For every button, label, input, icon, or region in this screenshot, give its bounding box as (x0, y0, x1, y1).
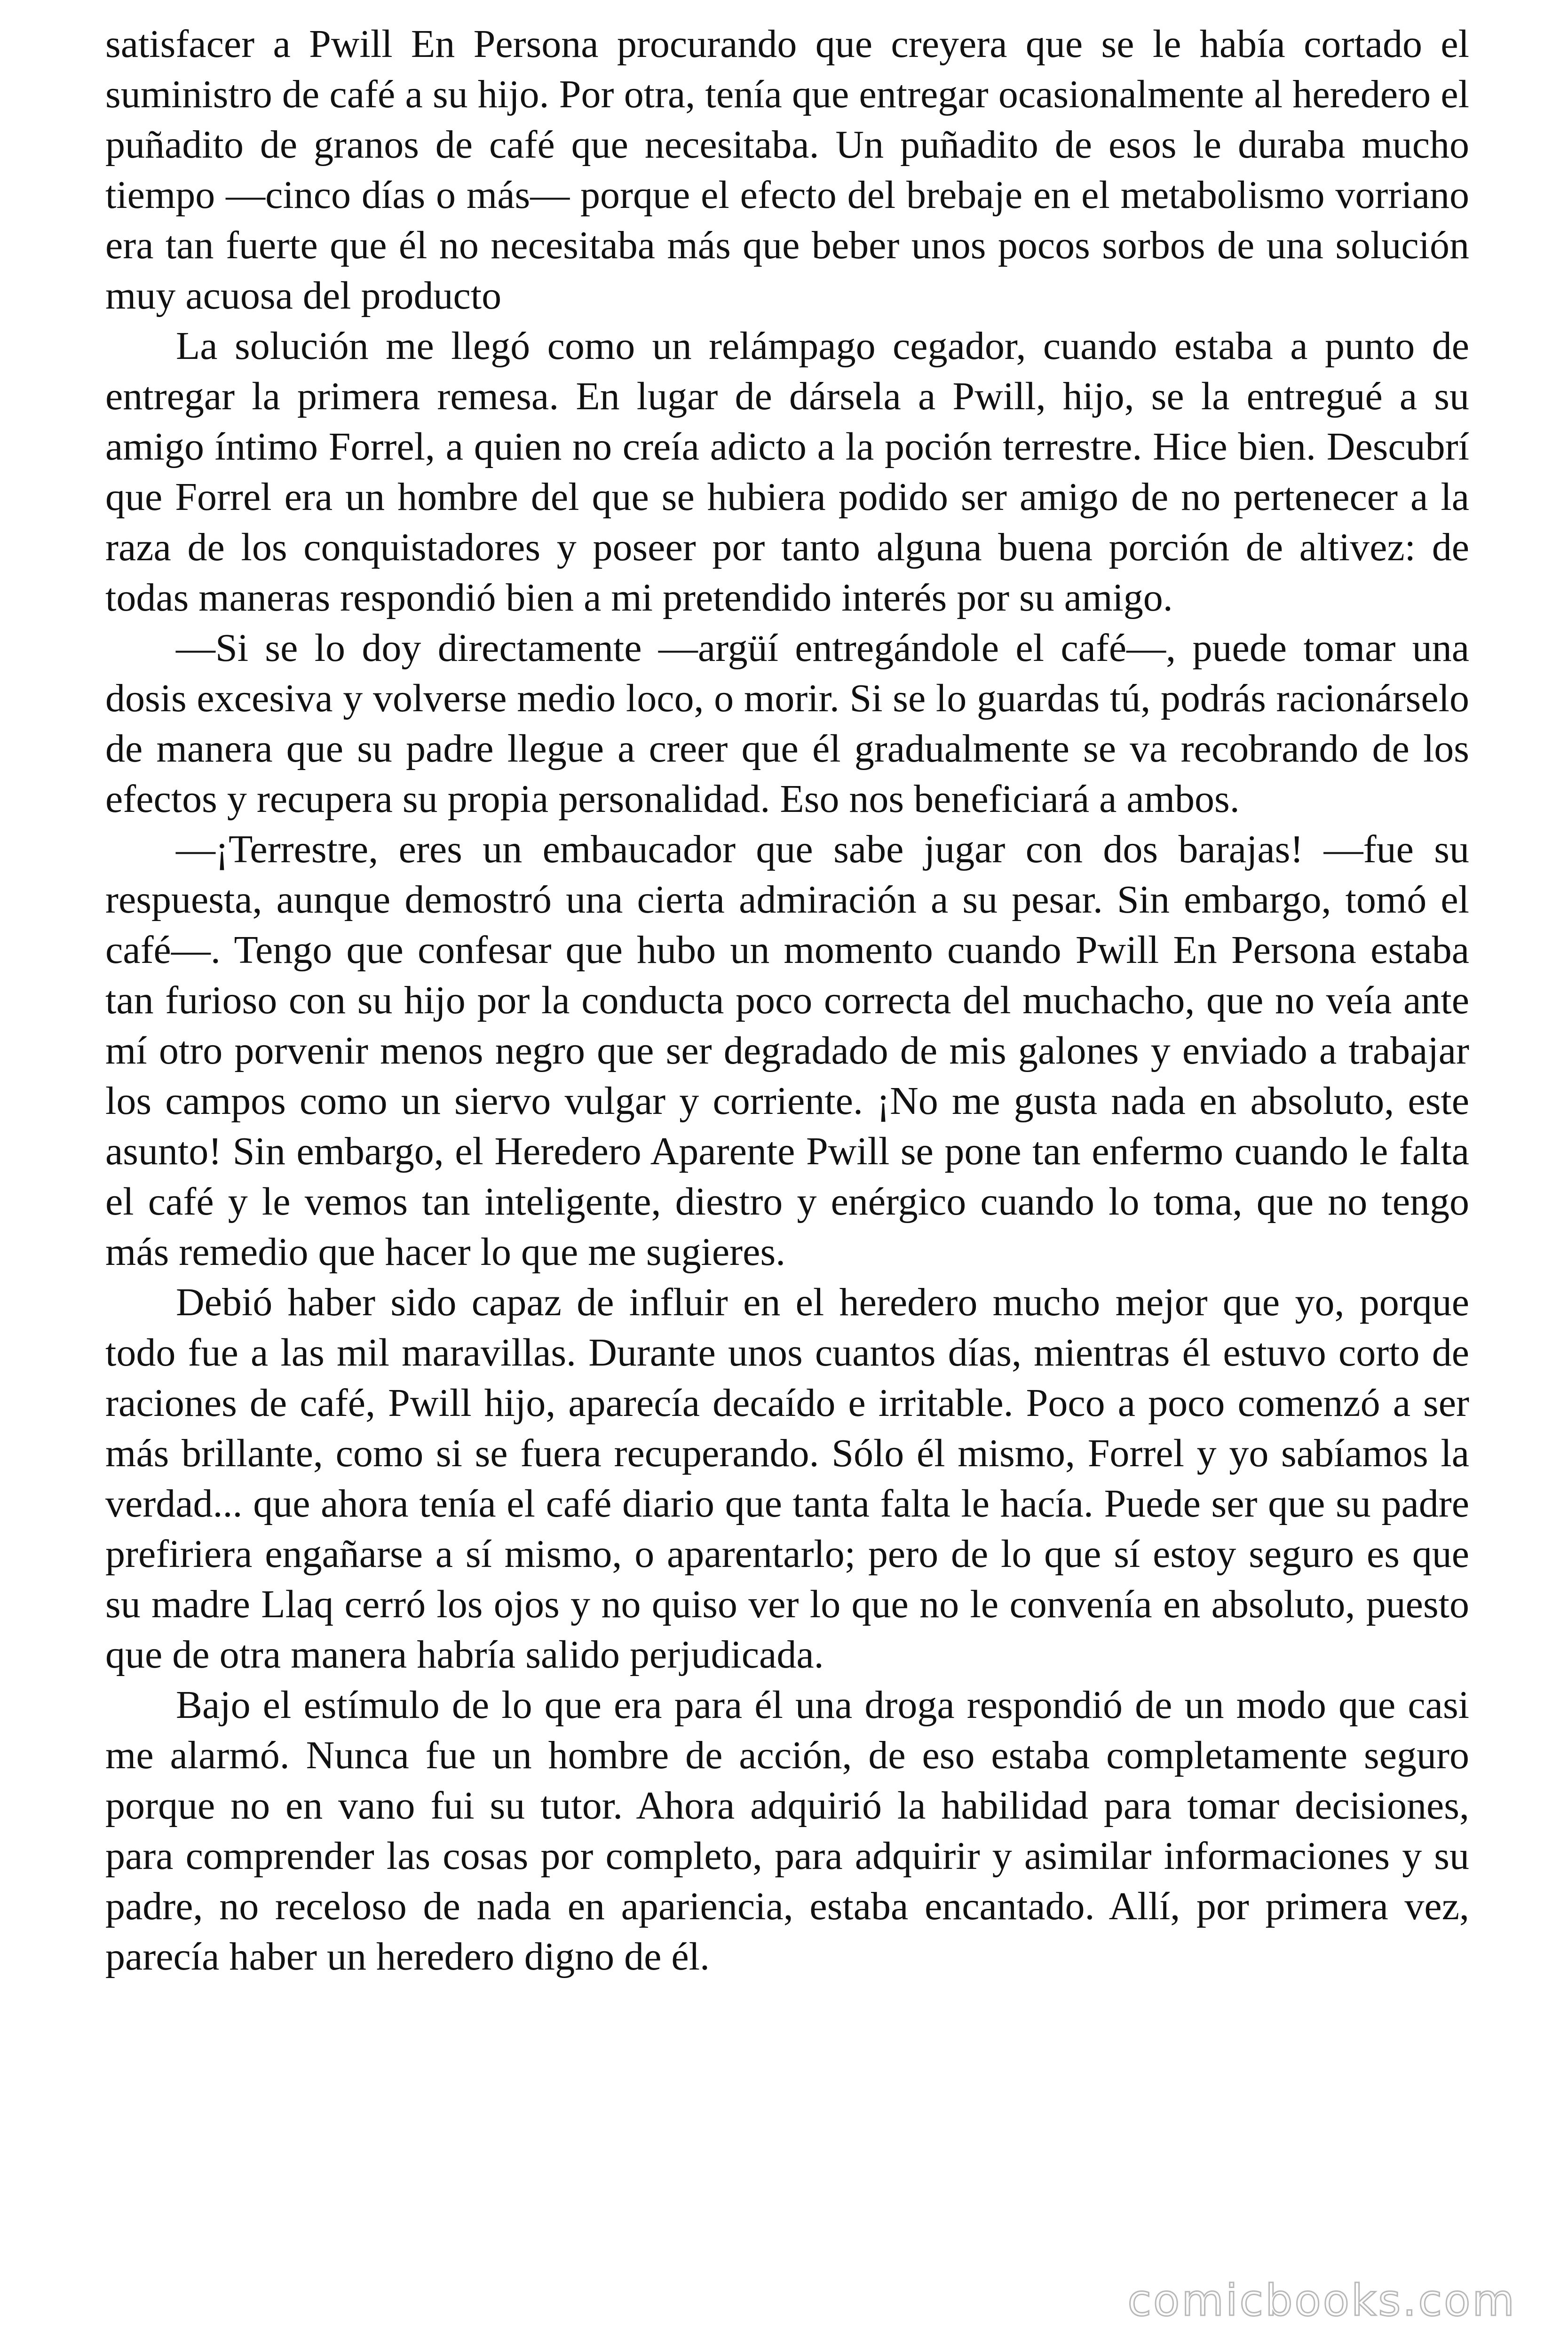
paragraph-1: satisfacer a Pwill En Persona procurando que creyera que se le había cortado el suministro de café a su hijo. Por otra, tenía que entregar ocasionalmente al heredero el puñadito de granos de café que necesitaba. Un puñadito de esos le duraba mucho tiempo —cinco días o más— porque el efecto del brebaje en el metabolismo vorriano era tan fuerte que él no necesitaba más que beber unos pocos sorbos de una solución muy acuosa del producto (105, 22, 1469, 318)
paragraph-3: —Si se lo doy directamente —argüí entregándole el café—, puede tomar una dosis excesiva y volverse medio loco, o morir. Si se lo guardas tú, podrás racionárselo de manera que su padre llegue a creer que él gradualmente se va recobrando de los efectos y recupera su propia personalidad. Eso nos beneficiará a ambos. (105, 626, 1469, 821)
watermark: comicbooks.com (1127, 2275, 1516, 2326)
paragraph-5: Debió haber sido capaz de influir en el heredero mucho mejor que yo, porque todo fue a las mil maravillas. Durante unos cuantos días, mientras él estuvo corto de raciones de café, Pwill hijo, aparecía decaído e irritable. Poco a poco comenzó a ser más brillante, como si se fuera recuperando. Sólo él mismo, Forrel y yo sabíamos la verdad... que ahora tenía el café diario que tanta falta le hacía. Puede ser que su padre prefiriera engañarse a sí mismo, o aparentarlo; pero de lo que sí estoy seguro es que su madre Llaq cerró los ojos y no quiso ver lo que no le convenía en absoluto, puesto que de otra manera habría salido perjudicada. (105, 1280, 1469, 1677)
paragraph-4: —¡Terrestre, eres un embaucador que sabe jugar con dos barajas! —fue su respuesta, aunque demostró una cierta admiración a su pesar. Sin embargo, tomó el café—. Tengo que confesar que hubo un momento cuando Pwill En Persona estaba tan furioso con su hijo por la conducta poco correcta del muchacho, que no veía ante mí otro porvenir menos negro que ser degradado de mis galones y enviado a trabajar los campos como un siervo vulgar y corriente. ¡No me gusta nada en absoluto, este asunto! Sin embargo, el Heredero Aparente Pwill se pone tan enfermo cuando le falta el café y le vemos tan inteligente, diestro y enérgico cuando lo toma, que no tengo más remedio que hacer lo que me sugieres. (105, 827, 1469, 1274)
paragraph-2: La solución me llegó como un relámpago cegador, cuando estaba a punto de entregar la primera remesa. En lugar de dársela a Pwill, hijo, se la entregué a su amigo íntimo Forrel, a quien no creía adicto a la poción terrestre. Hice bien. Descubrí que Forrel era un hombre del que se hubiera podido ser amigo de no pertenecer a la raza de los conquistadores y poseer por tanto alguna buena porción de altivez: de todas maneras respondió bien a mi pretendido interés por su amigo. (105, 324, 1469, 620)
paragraph-6: Bajo el estímulo de lo que era para él una droga respondió de un modo que casi me alarmó. Nunca fue un hombre de acción, de eso estaba completamente seguro porque no en vano fui su tutor. Ahora adquirió la habilidad para tomar decisiones, para comprender las cosas por completo, para adquirir y asimilar informaciones y su padre, no receloso de nada en apariencia, estaba encantado. Allí, por primera vez, parecía haber un heredero digno de él. (105, 1683, 1469, 1979)
document-body (105, 19, 1469, 1982)
